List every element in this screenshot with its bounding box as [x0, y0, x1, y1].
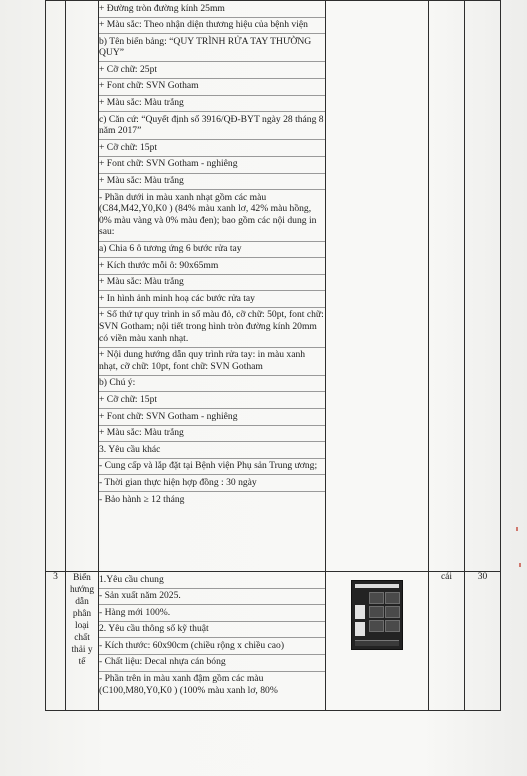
description-line: + Màu sắc: Màu trắng	[99, 96, 325, 113]
scan-mark	[519, 563, 521, 567]
item-name-line: dẫn	[75, 597, 89, 607]
description-line: + Nội dung hướng dẫn quy trình rửa tay: in màu xanh nhạt, cỡ chữ: 10pt, font chữ: SVN Gotham	[99, 348, 325, 376]
item-description-line: - Phần trên in màu xanh đậm gồm các màu (C100,M80,Y0,K0 ) (100% màu xanh lơ, 80%	[99, 673, 278, 696]
description-line: + Cỡ chữ: 15pt	[99, 140, 325, 157]
item-name-line: chất	[74, 633, 90, 643]
item-description-lines	[99, 572, 325, 699]
medical-waste-sign-thumbnail-icon	[351, 580, 403, 650]
description-line: + Cỡ chữ: 25pt	[99, 62, 325, 79]
description-line: + Màu sắc: Màu trắng	[99, 426, 325, 443]
description-cell	[99, 1, 326, 572]
item-number: 3	[46, 572, 66, 711]
item-row	[46, 572, 501, 711]
description-line: a) Chia 6 ô tương ứng 6 bước rửa tay	[99, 242, 325, 259]
description-line: + Màu sắc: Màu trắng	[99, 275, 325, 292]
item-name	[66, 572, 99, 711]
item-image-cell	[326, 572, 429, 711]
item-name-line: hướng	[69, 585, 95, 595]
unit-cell-empty	[429, 1, 465, 572]
description-line: c) Căn cứ: “Quyết định số 3916/QĐ-BYT ngày 28 tháng 8 năm 2017”	[99, 112, 325, 140]
item-description-line: - Chất liệu: Decal nhựa cán bóng	[99, 655, 325, 672]
item-description-line: - Sản xuất năm 2025.	[99, 589, 325, 606]
item-description-line: 1.Yêu cầu chung	[99, 572, 325, 589]
item-name-line: loại	[74, 621, 90, 631]
spec-table	[45, 0, 501, 711]
item-description-line: - Hàng mới 100%.	[99, 605, 325, 622]
item-name-line: thải y	[71, 645, 93, 655]
item-description-line: 2. Yêu cầu thông số kỹ thuật	[99, 622, 325, 639]
description-line: + Font chữ: SVN Gotham - nghiêng	[99, 409, 325, 426]
description-line: + Cỡ chữ: 15pt	[99, 392, 325, 409]
description-line: + Số thứ tự quy trình in số màu đỏ, cỡ chữ: 50pt, font chữ: SVN Gotham; nội tiết trong hình tròn đường kính 20mm có viền màu xanh nhạt.	[99, 308, 325, 348]
description-line: + Màu sắc: Màu trắng	[99, 174, 325, 191]
description-line: + Font chữ: SVN Gotham	[99, 79, 325, 96]
image-cell-empty	[326, 1, 429, 572]
description-line: - Bảo hành ≥ 12 tháng	[99, 493, 185, 505]
continued-row	[46, 1, 501, 572]
description-line: + In hình ảnh minh hoạ các bước rửa tay	[99, 291, 325, 308]
description-line: - Thời gian thực hiện hợp đồng : 30 ngày	[99, 475, 325, 492]
description-line: b) Chú ý:	[99, 376, 325, 393]
item-name-line: phân	[72, 609, 92, 619]
description-line: 3. Yêu cầu khác	[99, 442, 325, 459]
item-unit: cái	[429, 572, 465, 711]
item-description-line: - Kích thước: 60x90cm (chiều rộng x chiều cao)	[99, 638, 325, 655]
item-name-line: tế	[78, 657, 86, 667]
scan-mark	[516, 527, 518, 531]
stt-cell-empty	[46, 1, 66, 572]
item-description-cell	[99, 572, 326, 711]
name-cell-empty	[66, 1, 99, 572]
qty-cell-empty	[465, 1, 501, 572]
description-line: + Màu sắc: Theo nhận diện thương hiệu của bệnh viện	[99, 18, 325, 35]
item-quantity: 30	[465, 572, 501, 711]
description-line: + Đường tròn đường kính 25mm	[99, 1, 325, 18]
description-line: + Font chữ: SVN Gotham - nghiêng	[99, 157, 325, 174]
description-line: b) Tên biển bảng: “QUY TRÌNH RỬA TAY THƯỜNG QUY”	[99, 34, 325, 62]
description-line: - Phần dưới in màu xanh nhạt gồm các màu (C84,M42,Y0,K0 ) (84% màu xanh lơ, 42% màu hồng, 0% màu vàng và 0% màu đen); bao gồm các nội dung in sau:	[99, 190, 325, 241]
description-lines	[99, 1, 325, 508]
description-line: - Cung cấp và lắp đặt tại Bệnh viện Phụ sản Trung ương;	[99, 459, 325, 476]
description-line: + Kích thước mỗi ô: 90x65mm	[99, 258, 325, 275]
item-name-line: Biển	[73, 573, 91, 583]
